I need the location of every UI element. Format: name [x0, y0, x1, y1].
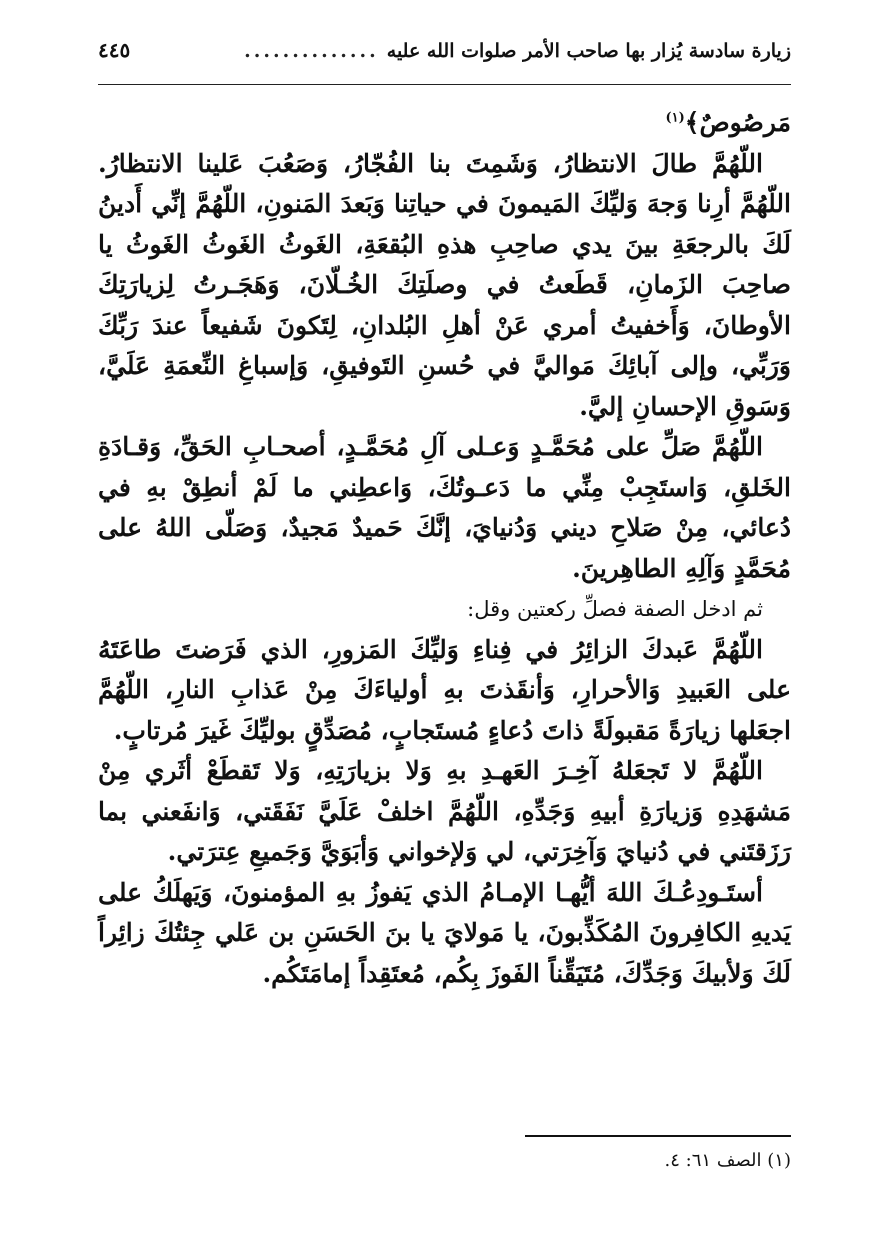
paragraph-supplication-3: اللّهُمَّ عَبدكَ الزائِرُ في فِناءِ وَليِّكَ المَزورِ، الذي فَرَضتَ طاعَتَهُ على العَبيدِ وَالأحرارِ، وَأنقَذتَ بهِ أولياءَكَ مِنْ عَذابِ النارِ، اللّهُمَّ اجعَلها زيارَةً مَقبولَةً ذاتَ دُعاءٍ مُستَجابٍ، مُصَدِّقٍ بوليِّكَ غَيرَ مُرتابٍ.: [98, 634, 791, 745]
paragraph-supplication-1: اللّهُمَّ طالَ الانتظارُ، وَشَمِتَ بنا الفُجّارُ، وَصَعُبَ عَلينا الانتظارُ. اللّهُمَّ أرِنا وَجهَ وَليِّكَ المَيمونَ في حياتِنا وَبَعدَ المَنونِ، اللّهُمَّ إنِّي أَدينُ لَكَ بالرجعَةِ بينَ يدي صاحِبِ هذهِ البُقعَةِ، الغَوثُ الغَوثُ الغَوثُ يا صاحِبَ الزَمانِ، قَطَعتُ في وصلَتِكَ الخُـلّانَ، وَهَجَـرتُ لِزيارَتِكَ الأوطانَ، وَأَخفيتُ أمري عَنْ أهلِ البُلدانِ، لِتَكونَ شَفيعاً عندَ رَبِّكَ وَرَبِّي، وإلى آبائِكَ مَواليَّ في حُسنِ التَوفيقِ، وَإسباغِ النِّعمَةِ عَلَيَّ، وَسَوقِ الإحسانِ إليَّ.: [98, 148, 791, 421]
paragraph-farewell: أستَـودِعُـكَ اللهَ أيُّهـا الإمـامُ الذي يَفوزُ بهِ المؤمنونَ، وَيَهلَكُ على يَديهِ الكافِرونَ المُكَذِّبونَ، يا مَولايَ يا بنَ الحَسَنِ بن عَلي جِئتُكَ زائِراً لَكَ وَلأبيكَ وَجَدِّكَ، مُتَيَقِّناً الفَوزَ بِكُم، مُعتَقِداً إمامَتَكُم.: [98, 877, 791, 988]
paragraph-text: مَرصُوصٌ﴾: [684, 108, 791, 137]
running-header: [98, 38, 791, 85]
body-text: [98, 103, 791, 994]
footnote-divider: [525, 1135, 791, 1137]
page-number: ٤٤٥: [98, 38, 131, 62]
header-dot-leader: ..............: [244, 40, 379, 62]
paragraph-supplication-2: اللّهُمَّ صَلِّ على مُحَمَّـدٍ وَعـلى آلِ مُحَمَّـدٍ، أصحـابِ الحَقِّ، وَقـادَةِ الخَلقِ، وَاستَجِبْ مِنِّي ما دَعـوتُكَ، وَاعطِني ما لَمْ أنطِقْ بهِ في دُعائي، مِنْ صَلاحِ ديني وَدُنيايَ، إنَّكَ حَميدٌ مَجيدٌ، وَصَلّى اللهُ على مُحَمَّدٍ وَآلِهِ الطاهِرينَ.: [98, 432, 791, 583]
header-title: زيارة سادسة يُزار بها صاحب الأمر صلوات الله عليه: [386, 40, 791, 62]
paragraph-continuation: [98, 103, 791, 144]
footnote-marker: (١): [665, 110, 685, 126]
paragraph-instruction: ثم ادخل الصفة فصلِّ ركعتين وقل:: [467, 597, 763, 621]
paragraph-supplication-4: اللّهُمَّ لا تَجعَلهُ آخِـرَ العَهـدِ بهِ وَلا بزيارَتِهِ، وَلا تَقطَعْ أثَري مِنْ مَشهَدِهِ وَزيارَةِ أبيهِ وَجَدِّهِ، اللّهُمَّ اخلفْ عَلَيَّ نَفَقَتي، وَانفَعني بما رَزَقتَني في دُنيايَ وَآخِرَتي، لي وَلإخواني وَأبَوَيَّ وَجَميعِ عِترَتي.: [98, 756, 791, 866]
footnote: (١) الصف ٦١: ٤.: [664, 1150, 791, 1171]
